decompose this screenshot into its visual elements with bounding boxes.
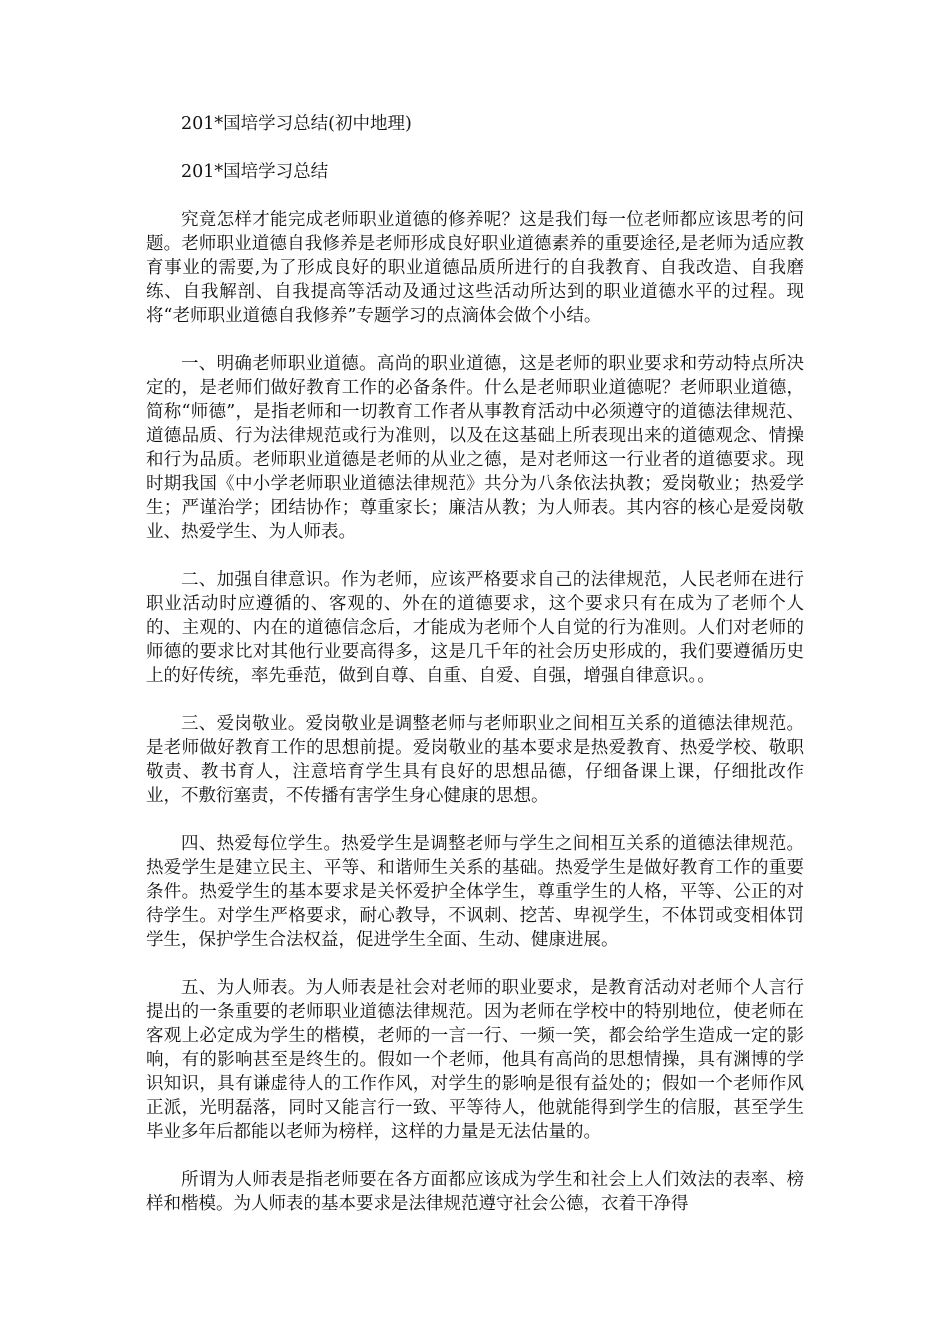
paragraph-section-1: 一、明确老师职业道德。高尚的职业道德，这是老师的职业要求和劳动特点所决定的，是老师们做好教育工作的必备条件。什么是老师职业道德呢？老师职业道德，简称“师德”，是指老师和一切教育工作者从事教育活动中必须遵守的道德法律规范、道德品质、行为法律规范或行为准则，以及在这基础上所表现出来的道德观念、情操和行为品质。老师职业道德是老师的从业之德，是对老师这一行业者的道德要求。现时期我国《中小学老师职业道德法律规范》共分为八条依法执教；爱岗敬业；热爱学生；严谨治学；团结协作；尊重家长；廉洁从教；为人师表。其内容的核心是爱岗敬业、热爱学生、为人师表。 — [146, 354, 804, 542]
paragraph-section-3: 三、爱岗敬业。爱岗敬业是调整老师与老师职业之间相互关系的道德法律规范。是老师做好教育工作的思想前提。爱岗敬业的基本要求是热爱教育、热爱学校、敬职敬责、教书育人，注意培育学生具有良好的思想品德，仔细备课上课，仔细批改作业，不敷衍塞责，不传播有害学生身心健康的思想。 — [146, 714, 804, 806]
paragraph-continued: 所谓为人师表是指老师要在各方面都应该成为学生和社会上人们效法的表率、榜样和楷模。为人师表的基本要求是法律规范遵守社会公德，衣着干净得 — [146, 1170, 804, 1214]
paragraph-section-2: 二、加强自律意识。作为老师，应该严格要求自己的法律规范，人民老师在进行职业活动时应遵循的、客观的、外在的道德要求，这个要求只有在成为了老师个人的、主观的、内在的道德信念后，才能成为老师个人自觉的行为准则。人们对老师的师德的要求比对其他行业要高得多，这是几千年的社会历史形成的，我们要遵循历史上的好传统，率先垂范，做到自尊、自重、自爱、自强，增强自律意识。。 — [146, 570, 804, 686]
paragraph-section-4: 四、热爱每位学生。热爱学生是调整老师与学生之间相互关系的道德法律规范。热爱学生是建立民主、平等、和谐师生关系的基础。热爱学生是做好教育工作的重要条件。热爱学生的基本要求是关怀爱护全体学生，尊重学生的人格，平等、公正的对待学生。对学生严格要求，耐心教导，不讽刺、挖苦、卑视学生，不体罚或变相体罚学生，保护学生合法权益，促进学生全面、生动、健康进展。 — [146, 834, 804, 950]
document-body — [146, 112, 804, 1240]
paragraph-section-5: 五、为人师表。为人师表是社会对老师的职业要求，是教育活动对老师个人言行提出的一条重要的老师职业道德法律规范。因为老师在学校中的特别地位，使老师在客观上必定成为学生的楷模，老师的一言一行、一频一笑，都会给学生造成一定的影响，有的影响甚至是终生的。假如一个老师，他具有高尚的思想情操，具有渊博的学识知识，具有谦虚待人的工作作风，对学生的影响是很有益处的；假如一个老师作风正派，光明磊落，同时又能言行一致、平等待人，他就能得到学生的信服，甚至学生毕业多年后都能以老师为榜样，这样的力量是无法估量的。 — [146, 978, 804, 1142]
document-title: 201*国培学习总结(初中地理) — [181, 114, 412, 134]
document-subtitle: 201*国培学习总结 — [181, 162, 329, 182]
paragraph-intro: 究竟怎样才能完成老师职业道德的修养呢？这是我们每一位老师都应该思考的问题。老师职业道德自我修养是老师形成良好职业道德素养的重要途径,是老师为适应教育事业的需要,为了形成良好的职业道德品质所进行的自我教育、自我改造、自我磨练、自我解剖、自我提高等活动及通过这些活动所达到的职业道德水平的过程。现将“老师职业道德自我修养”专题学习的点滴体会做个小结。 — [146, 210, 804, 326]
